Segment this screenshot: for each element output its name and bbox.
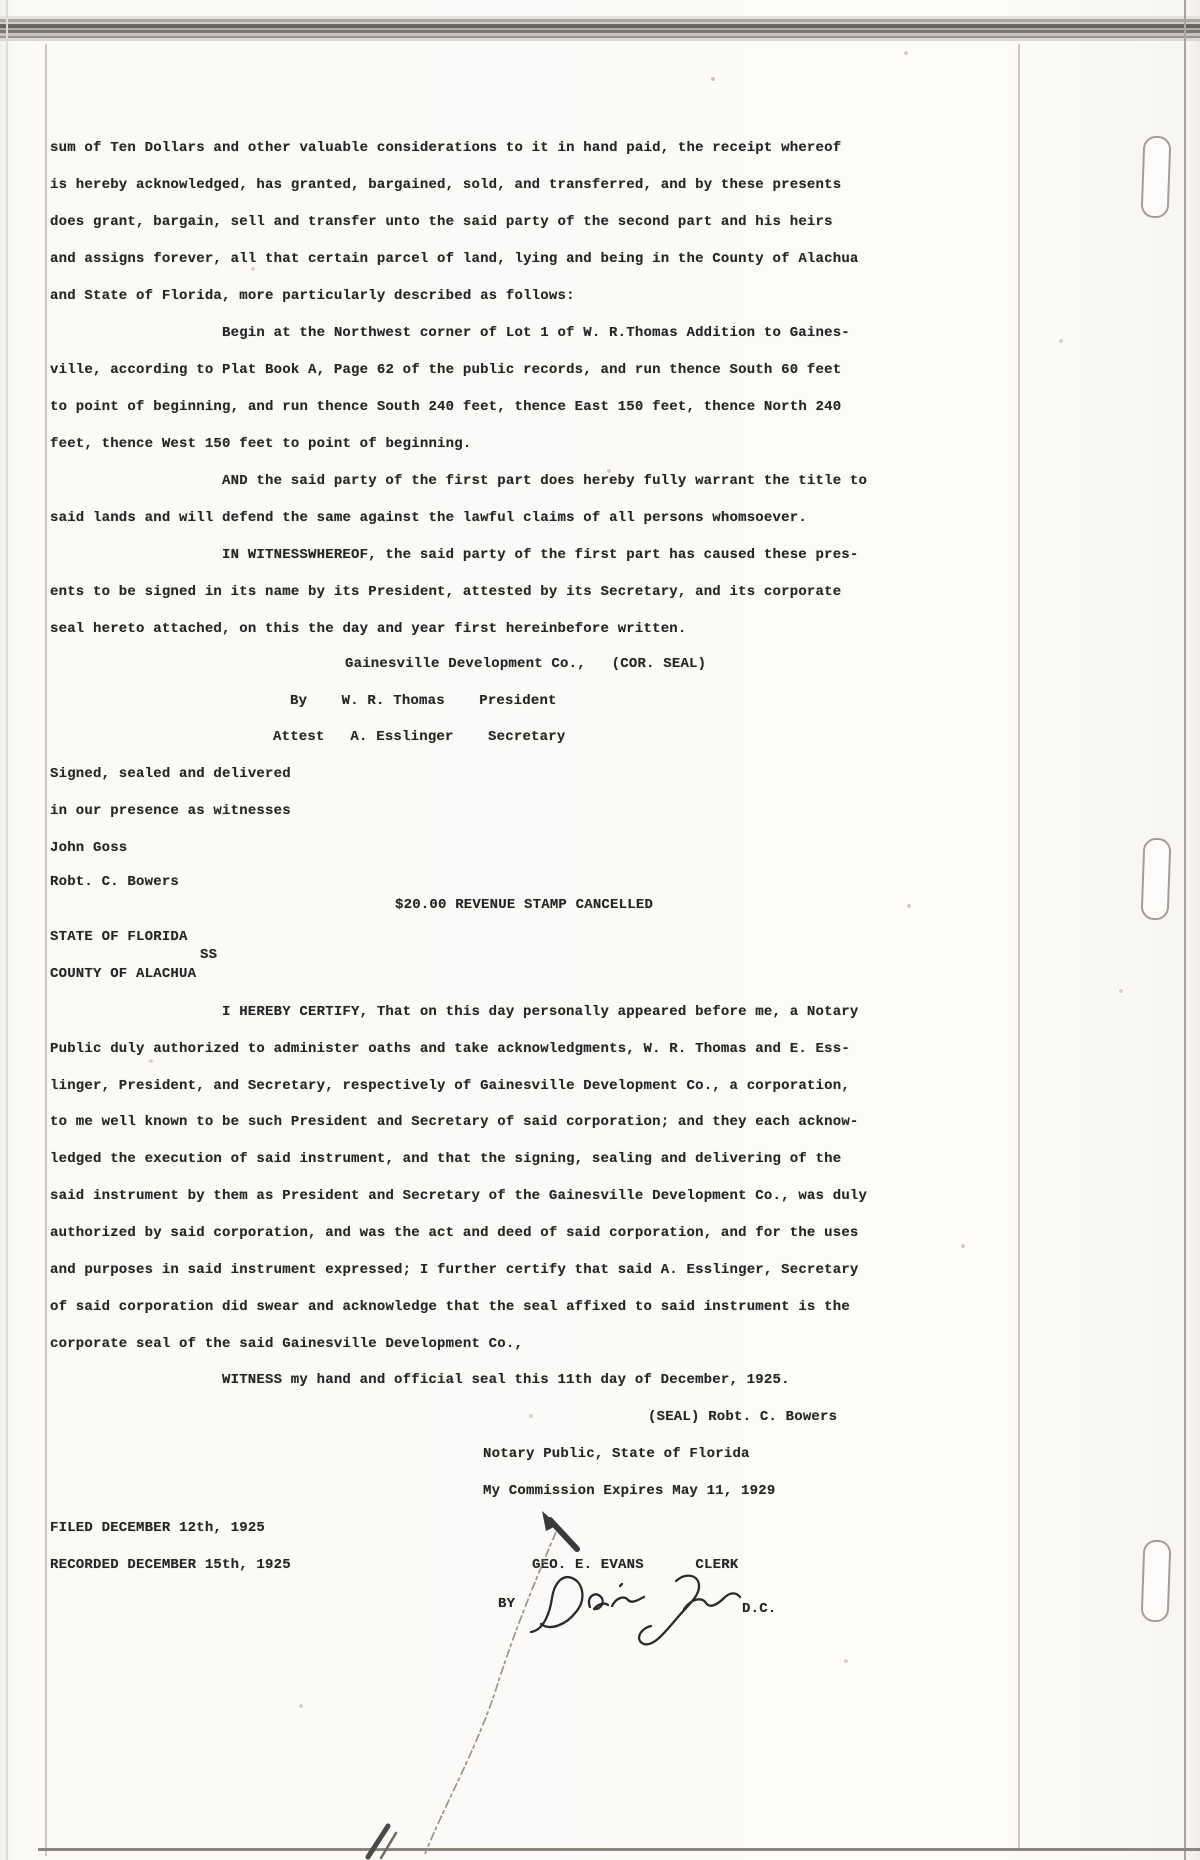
typed-line: WITNESS my hand and official seal this 11th day of December, 1925. <box>222 1372 790 1388</box>
typed-line: By W. R. Thomas President <box>290 693 557 709</box>
page-edge-line-right <box>1018 44 1020 1850</box>
typed-line: COUNTY OF ALACHUA <box>50 966 197 982</box>
typed-line: in our presence as witnesses <box>50 803 291 819</box>
typed-line: corporate seal of the said Gainesville Development Co., <box>50 1336 524 1352</box>
typed-line: is hereby acknowledged, has granted, bargained, sold, and transferred, and by these presents <box>50 177 842 193</box>
typed-line: ents to be signed in its name by its President, attested by its Secretary, and its corporate <box>50 584 842 600</box>
typed-line: AND the said party of the first part does hereby fully warrant the title to <box>222 473 868 489</box>
typed-line: STATE OF FLORIDA <box>50 929 188 945</box>
typed-line: D.C. <box>742 1601 777 1617</box>
typed-line: feet, thence West 150 feet to point of beginning. <box>50 436 472 452</box>
typed-line: My Commission Expires May 11, 1929 <box>483 1483 776 1499</box>
page-edge-line-far-left <box>6 0 8 1860</box>
binder-hole-bottom <box>1141 1540 1172 1623</box>
typed-line: Attest A. Esslinger Secretary <box>273 729 566 745</box>
typed-line: John Goss <box>50 840 128 856</box>
typed-line: GEO. E. EVANS CLERK <box>532 1557 739 1573</box>
typed-line: seal hereto attached, on this the day and year first hereinbefore written. <box>50 621 687 637</box>
typed-line: and purposes in said instrument expressed; I further certify that said A. Esslinger, Secretary <box>50 1262 859 1278</box>
clerk-signature <box>531 1576 740 1645</box>
typed-line: Signed, sealed and delivered <box>50 766 291 782</box>
typed-line: BY <box>498 1596 516 1612</box>
typed-line: ledged the execution of said instrument, and that the signing, sealing and delivering of the <box>50 1151 842 1167</box>
typed-line: linger, President, and Secretary, respectively of Gainesville Development Co., a corporation, <box>50 1078 850 1094</box>
typed-line: I HEREBY CERTIFY, That on this day personally appeared before me, a Notary <box>222 1004 859 1020</box>
scan-edge-band <box>0 16 1200 48</box>
typed-line: said instrument by them as President and Secretary of the Gainesville Development Co., was duly <box>50 1188 868 1204</box>
typed-line: and assigns forever, all that certain parcel of land, lying and being in the County of Alachua <box>50 251 859 267</box>
typed-line: of said corporation did swear and acknowledge that the seal affixed to said instrument is the <box>50 1299 850 1315</box>
typed-line: RECORDED DECEMBER 15th, 1925 <box>50 1557 291 1573</box>
typed-line: FILED DECEMBER 12th, 1925 <box>50 1520 266 1536</box>
typed-line: authorized by said corporation, and was the act and deed of said corporation, and for the uses <box>50 1225 859 1241</box>
typed-line: sum of Ten Dollars and other valuable considerations to it in hand paid, the receipt whereof <box>50 140 842 156</box>
typed-line: Gainesville Development Co., (COR. SEAL) <box>345 656 707 672</box>
page-edge-line-left <box>45 44 47 1856</box>
typed-line: Robt. C. Bowers <box>50 874 180 890</box>
typed-line: ville, according to Plat Book A, Page 62 of the public records, and run thence South 60 feet <box>50 362 842 378</box>
typed-line: SS <box>200 947 218 963</box>
page-edge-line-far-right <box>1184 0 1186 1860</box>
typed-line: said lands and will defend the same against the lawful claims of all persons whomsoever. <box>50 510 807 526</box>
scan-speckles <box>0 0 2 2</box>
typed-line: does grant, bargain, sell and transfer unto the said party of the second part and his heirs <box>50 214 833 230</box>
typed-line: and State of Florida, more particularly described as follows: <box>50 288 575 304</box>
typed-line: Notary Public, State of Florida <box>483 1446 750 1462</box>
typed-line: IN WITNESSWHEREOF, the said party of the first part has caused these pres- <box>222 547 859 563</box>
typed-line: to point of beginning, and run thence South 240 feet, thence East 150 feet, thence North 240 <box>50 399 842 415</box>
binder-hole-middle <box>1141 838 1172 921</box>
binder-hole-top <box>1141 136 1172 219</box>
typed-line: (SEAL) Robt. C. Bowers <box>648 1409 838 1425</box>
page-bottom-edge-line <box>38 1848 1200 1851</box>
typed-line: Public duly authorized to administer oaths and take acknowledgments, W. R. Thomas and E. Ess- <box>50 1041 850 1057</box>
typed-line: Begin at the Northwest corner of Lot 1 of W. R.Thomas Addition to Gaines- <box>222 325 850 341</box>
typed-line: $20.00 REVENUE STAMP CANCELLED <box>395 897 654 913</box>
typed-line: to me well known to be such President and Secretary of said corporation; and they each acknow- <box>50 1114 859 1130</box>
